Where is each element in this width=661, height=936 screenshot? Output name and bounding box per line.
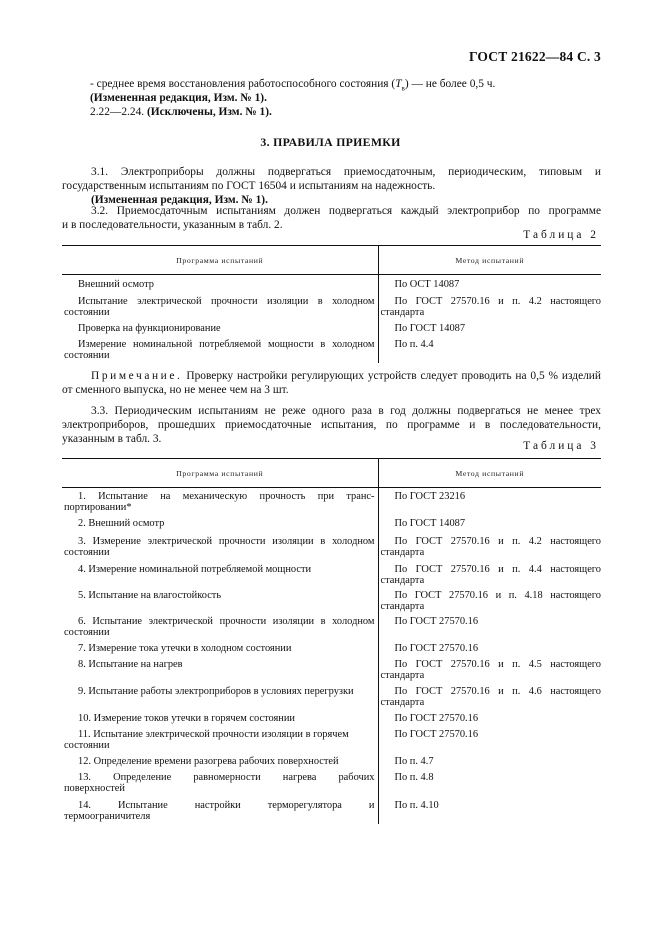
table-row: 14. Испытание настройки терморегулятора и термоограничителя По п. 4.10 [64, 799, 439, 822]
table-row: 8. Испытание на нагрев По ГОСТ 27570.16 и п. 4.5 настоящего стандарта [62, 657, 601, 684]
table-row: 13. Определение равномерности нагрева рабочих поверхностей По п. 4.8 [62, 770, 601, 798]
clause-3-3-line1: 3.3. Периодическим испытаниям не реже одного раза в год должны подвергаться не менее трех [91, 405, 601, 417]
table-row: 1. Испытание на механическую прочность при транс- портировании* По ГОСТ 23216 [62, 488, 601, 516]
page-header: ГОСТ 21622—84 С. 3 [468, 49, 601, 64]
table-row: 3. Измерение электрической прочности изоляции в холодном состоянии По ГОСТ 27570.16 и п. 4.2 настоящего стандарта [62, 534, 601, 562]
clause-3-3-line2: электроприборов, прошедших приемосдаточные испытания, по программе и в последовательности, [62, 419, 601, 431]
section-title: 3. ПРАВИЛА ПРИЕМКИ [260, 135, 401, 149]
column-header-method: Метод испытаний [378, 459, 601, 488]
table-row: 4. Измерение номинальной потребляемой мощности По ГОСТ 27570.16 и п. 4.4 настоящего стандарта [62, 562, 601, 588]
table-row: 9. Испытание работы электроприборов в условиях перегрузки По ГОСТ 27570.16 и п. 4.6 настоящего стандарта [62, 684, 601, 711]
table-row: Внешний осмотр По ОСТ 14087 [62, 275, 601, 293]
table-row: Испытание электрической прочности изоляции в холодном состоянии По ГОСТ 27570.16 и п. 4.2 настоящего стандарта [62, 293, 601, 321]
table-row: Проверка на функционирование По ГОСТ 14087 [62, 321, 601, 337]
table-3-caption: Таблица 3 [523, 440, 599, 452]
table-2 [62, 245, 601, 363]
table-row: 11. Испытание электрической прочности изоляции в горячем состоянии По ГОСТ 27570.16 [62, 727, 601, 754]
table-row: 10. Измерение токов утечки в горячем состоянии По ГОСТ 27570.16 [62, 711, 601, 727]
table-3 [62, 458, 601, 824]
clause-3-1-line2: государственным испытаниям по ГОСТ 16504 и испытаниям на надежность. [62, 180, 436, 192]
intro-line: - среднее время восстановления работоспособного состояния $(T_в)$ — не более 0,5 ч. [90, 78, 496, 93]
table-row: 2. Внешний осмотр По ГОСТ 14087 [62, 516, 601, 534]
excluded-clause: 2.22—2.24. (Исключены, Изм. № 1). [90, 106, 272, 118]
amendment-note: (Измененная редакция, Изм. № 1). [90, 92, 267, 104]
amendment-note: (Измененная редакция, Изм. № 1). [91, 194, 268, 206]
column-header-method: Метод испытаний [378, 246, 601, 275]
table-row: 7. Измерение тока утечки в холодном состоянии По ГОСТ 27570.16 [62, 641, 601, 657]
note-line2: от сменного выпуска, но не менее чем на 3 шт. [62, 384, 289, 396]
column-header-program: Программа испытаний [62, 459, 378, 488]
note-line1: Примечание. Проверку настройки регулирующих устройств следует проводить на 0,5 % изделий [91, 370, 601, 382]
table-row: Измерение номинальной потребляемой мощности в холодном состоянии По п. 4.4 [64, 338, 434, 361]
table-row: 6. Испытание электрической прочности изоляции в холодном состоянии По ГОСТ 27570.16 [62, 614, 601, 641]
clause-3-2-line2: и в последовательности, указанным в табл. 2. [62, 219, 283, 231]
table-header-row [62, 459, 601, 488]
clause-3-1-line1: 3.1. Электроприборы должны подвергаться приемосдаточным, периодическим, типовым и [91, 166, 601, 178]
table-row: 12. Определение времени разогрева рабочих поверхностей По п. 4.7 [62, 754, 601, 770]
table-row: 5. Испытание на влагостойкость По ГОСТ 27570.16 и п. 4.18 настоящего стандарта [62, 588, 601, 614]
table-2-caption: Таблица 2 [523, 229, 599, 241]
column-header-program: Программа испытаний [62, 246, 378, 275]
table-header-row [62, 246, 601, 275]
clause-3-3-line3: указанным в табл. 3. [62, 433, 162, 445]
clause-3-2-line1: 3.2. Приемосдаточным испытаниям должен подвергаться каждый электроприбор по программе [91, 205, 601, 217]
